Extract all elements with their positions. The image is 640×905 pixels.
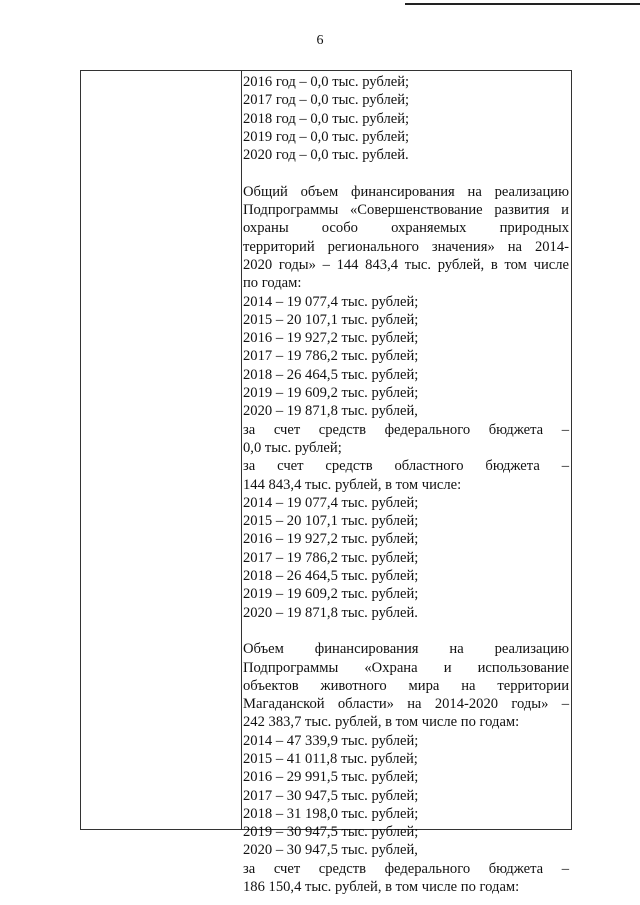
page-number: 6 bbox=[316, 33, 324, 48]
subprogram-2-intro-last: 242 383,7 тыс. рублей, в том числе по годам: bbox=[243, 714, 520, 731]
subprogram-2-intro-line: Объем финансирования на реализацию bbox=[243, 641, 569, 658]
regional-budget-line: за счет средств областного бюджета – bbox=[243, 458, 569, 475]
year-line: 2017 – 19 786,2 тыс. рублей; bbox=[243, 348, 419, 365]
table-left-cell bbox=[81, 71, 241, 829]
subprogram-1-intro-line: территорий регионального значения» на 2014- bbox=[243, 238, 569, 255]
funding-table bbox=[80, 70, 572, 896]
subprogram-1-intro-line: Общий объем финансирования на реализацию bbox=[243, 183, 569, 200]
year-line: 2019 – 19 609,2 тыс. рублей; bbox=[243, 385, 419, 402]
year-line: 2014 – 19 077,4 тыс. рублей; bbox=[243, 494, 419, 511]
federal-budget-line: за счет средств федерального бюджета – bbox=[243, 421, 569, 438]
year-line: 2016 – 29 991,5 тыс. рублей; bbox=[243, 769, 419, 786]
year-line: 2016 год – 0,0 тыс. рублей; bbox=[243, 74, 410, 90]
year-line: 2015 – 20 107,1 тыс. рублей; bbox=[243, 311, 419, 328]
year-line: 2017 год – 0,0 тыс. рублей; bbox=[243, 92, 410, 109]
year-line: 2020 – 19 871,8 тыс. рублей. bbox=[243, 604, 418, 621]
year-line: 2017 – 19 786,2 тыс. рублей; bbox=[243, 549, 419, 566]
table-right-cell bbox=[243, 73, 569, 896]
year-line: 2020 год – 0,0 тыс. рублей. bbox=[243, 147, 409, 164]
year-line: 2018 – 26 464,5 тыс. рублей; bbox=[243, 366, 419, 383]
year-line: 2014 – 19 077,4 тыс. рублей; bbox=[243, 293, 419, 310]
federal-budget-amount: 0,0 тыс. рублей; bbox=[243, 439, 342, 456]
year-line: 2017 – 30 947,5 тыс. рублей; bbox=[243, 787, 419, 804]
year-line: 2019 – 19 609,2 тыс. рублей; bbox=[243, 586, 419, 603]
regional-budget-amount: 144 843,4 тыс. рублей, в том числе: bbox=[243, 476, 462, 493]
subprogram-1-intro-line: Подпрограммы «Совершенствование развития и bbox=[243, 202, 569, 219]
year-line: 2018 – 31 198,0 тыс. рублей; bbox=[243, 805, 419, 822]
year-line: 2016 – 19 927,2 тыс. рублей; bbox=[243, 330, 419, 347]
year-line: 2015 – 20 107,1 тыс. рублей; bbox=[243, 513, 419, 530]
year-line: 2019 – 30 947,5 тыс. рублей; bbox=[243, 824, 419, 841]
subprogram-2-intro-line: Магаданской области» на 2014-2020 годы» – bbox=[243, 696, 569, 713]
year-line: 2018 – 26 464,5 тыс. рублей; bbox=[243, 568, 419, 585]
year-line: 2018 год – 0,0 тыс. рублей; bbox=[243, 110, 410, 127]
column-divider bbox=[241, 71, 242, 829]
spacer bbox=[243, 164, 569, 182]
subprogram-1-intro-line: охраны особо охраняемых природных bbox=[243, 220, 569, 237]
subprogram-1-intro-line: 2020 годы» – 144 843,4 тыс. рублей, в том числе bbox=[243, 256, 569, 273]
spacer bbox=[243, 622, 569, 640]
federal-budget-line: за счет средств федерального бюджета – bbox=[243, 860, 569, 877]
subprogram-2-intro-line: Подпрограммы «Охрана и использование bbox=[243, 659, 569, 676]
federal-budget-amount: 186 150,4 тыс. рублей, в том числе по годам: bbox=[243, 879, 520, 896]
year-line: 2019 год – 0,0 тыс. рублей; bbox=[243, 128, 410, 145]
subprogram-1-intro-last: по годам: bbox=[243, 275, 302, 292]
year-line: 2020 – 30 947,5 тыс. рублей, bbox=[243, 842, 418, 859]
year-line: 2015 – 41 011,8 тыс. рублей; bbox=[243, 750, 418, 767]
subprogram-2-intro-line: объектов животного мира на территории bbox=[243, 677, 569, 694]
top-rule bbox=[405, 3, 640, 5]
year-line: 2020 – 19 871,8 тыс. рублей, bbox=[243, 403, 418, 420]
year-line: 2014 – 47 339,9 тыс. рублей; bbox=[243, 732, 419, 749]
year-line: 2016 – 19 927,2 тыс. рублей; bbox=[243, 531, 419, 548]
